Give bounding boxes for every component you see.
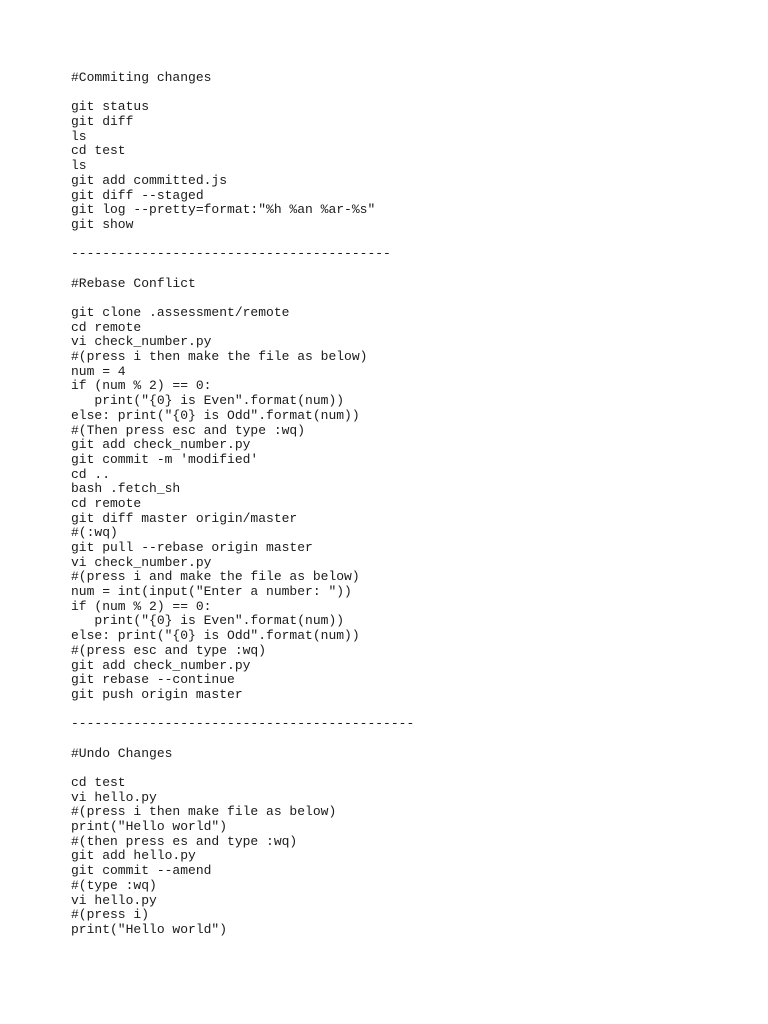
code-line: num = 4 bbox=[71, 363, 126, 379]
code-line: #(press i and make the file as below) bbox=[71, 569, 360, 585]
code-line: ls bbox=[71, 128, 87, 144]
blank-line bbox=[71, 732, 751, 747]
code-line: git diff master origin/master bbox=[71, 510, 298, 526]
code-line: #(press i then make file as below) bbox=[71, 804, 337, 820]
code-line: #(press i) bbox=[71, 907, 150, 923]
code-line: else: print("{0} is Odd".format(num)) bbox=[71, 407, 360, 423]
code-line: git clone .assessment/remote bbox=[71, 305, 290, 320]
code-line: cd test bbox=[71, 775, 126, 790]
code-line: git rebase --continue bbox=[71, 672, 235, 688]
code-line: git diff bbox=[71, 114, 134, 130]
section-heading: #Undo Changes bbox=[71, 745, 173, 761]
code-line: vi hello.py bbox=[71, 789, 157, 805]
code-line: else: print("{0} is Odd".format(num)) bbox=[71, 628, 360, 644]
code-line: git show bbox=[71, 216, 134, 232]
code-line: vi check_number.py bbox=[71, 554, 212, 570]
code-line: git add committed.js bbox=[71, 172, 228, 188]
blank-line bbox=[71, 291, 751, 306]
code-line: git add check_number.py bbox=[71, 657, 251, 673]
section-heading: #Commiting changes bbox=[71, 70, 212, 85]
blank-line bbox=[71, 703, 751, 718]
section-divider: -------------------------------------------- bbox=[71, 716, 415, 732]
code-line: git status bbox=[71, 99, 150, 115]
code-line: bash .fetch_sh bbox=[71, 481, 181, 497]
code-line: git pull --rebase origin master bbox=[71, 540, 313, 555]
blank-line bbox=[71, 761, 751, 776]
code-line: #(then press es and type :wq) bbox=[71, 833, 298, 849]
blank-line bbox=[71, 262, 751, 277]
code-line: cd remote bbox=[71, 495, 142, 511]
code-line: num = int(input("Enter a number: ")) bbox=[71, 584, 352, 600]
code-line: #(press i then make the file as below) bbox=[71, 349, 368, 365]
code-line: cd test bbox=[71, 143, 126, 159]
code-line: git add check_number.py bbox=[71, 437, 251, 453]
code-line: vi check_number.py bbox=[71, 334, 212, 350]
code-line: #(Then press esc and type :wq) bbox=[71, 422, 306, 438]
code-line: #(type :wq) bbox=[71, 877, 157, 893]
code-line: #(press esc and type :wq) bbox=[71, 642, 267, 658]
code-line: #(:wq) bbox=[71, 525, 118, 541]
code-line: print("{0} is Even".format(num)) bbox=[71, 613, 345, 629]
code-line: git add hello.py bbox=[71, 848, 196, 864]
section-divider: ----------------------------------------- bbox=[71, 246, 391, 262]
code-line: if (num % 2) == 0: bbox=[71, 378, 212, 394]
code-line: git log --pretty=format:"%h %an %ar-%s" bbox=[71, 202, 376, 218]
code-line: git commit -m 'modified' bbox=[71, 451, 259, 467]
code-line: git diff --staged bbox=[71, 187, 204, 203]
section-heading: #Rebase Conflict bbox=[71, 275, 196, 291]
code-line: git push origin master bbox=[71, 686, 243, 702]
code-line: print("{0} is Even".format(num)) bbox=[71, 393, 345, 409]
code-line: ls bbox=[71, 158, 87, 174]
code-line: if (num % 2) == 0: bbox=[71, 598, 212, 614]
code-listing bbox=[71, 71, 751, 938]
blank-line bbox=[71, 233, 751, 248]
code-line: git commit --amend bbox=[71, 863, 212, 879]
code-line: cd .. bbox=[71, 466, 111, 482]
code-line: cd remote bbox=[71, 319, 142, 335]
code-line: print("Hello world") bbox=[71, 819, 228, 835]
code-line: vi hello.py bbox=[71, 892, 157, 908]
blank-line bbox=[71, 86, 751, 101]
code-line: print("Hello world") bbox=[71, 921, 228, 937]
